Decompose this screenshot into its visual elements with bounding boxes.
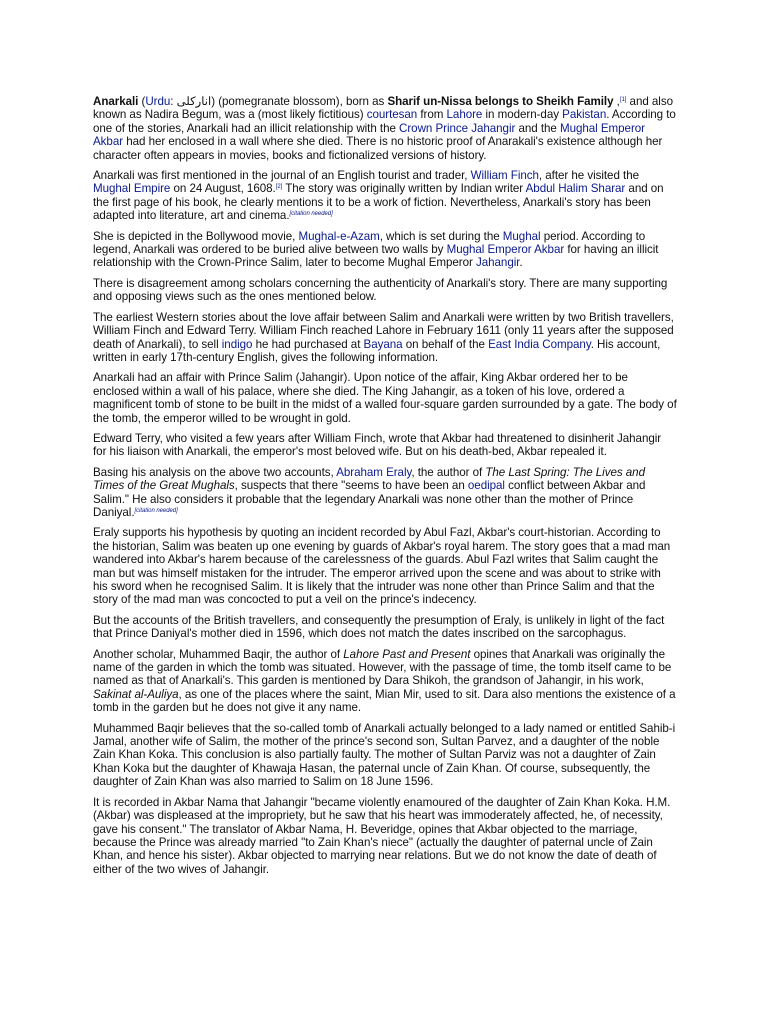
link-abdul-halim-sharar[interactable]: Abdul Halim Sharar bbox=[525, 182, 626, 196]
link-mughal-emperor-akbar[interactable]: Mughal Emperor Akbar bbox=[93, 121, 645, 149]
link-mughal-e-azam[interactable]: Mughal-e-Azam bbox=[298, 229, 380, 243]
link-mughal-empire[interactable]: Mughal Empire bbox=[93, 182, 171, 196]
book-title-sakinat: Sakinat al-Auliya bbox=[93, 687, 179, 701]
paragraph-muhammed-baqir: Another scholar, Muhammed Baqir, the author of Lahore Past and Present opines that Anarkali was originally the name of the garden in which the tomb was situated. However, with the passage of time, the tomb itself came to be named as that of Anarkali's. This garden is mentioned by Dara Shikoh, the grandson of Jahangir, in his work, Sakinat al-Auliya, as one of the places where the saint, Mian Mir, used to sit. Dara also mentions the existence of a tomb in the garden but he does not give it any name. bbox=[93, 647, 676, 715]
link-east-india-company[interactable]: East India Company bbox=[488, 337, 591, 351]
link-abraham-eraly[interactable]: Abraham Eraly bbox=[336, 465, 412, 479]
book-title-last-spring: The Last Spring: The Lives and Times of the Great Mughals bbox=[93, 465, 645, 493]
link-courtesan[interactable]: courtesan bbox=[366, 108, 418, 122]
birth-name-bold: Sharif un-Nissa belongs to Sheikh Family bbox=[387, 95, 614, 108]
paragraph-abul-fazl: Eraly supports his hypothesis by quoting an incident recorded by Abul Fazl, Akbar's court-historian. According to the historian, Salim was beaten up one evening by guards of Akbar's royal harem. The story goes that a mad man wandered into Akbar's harem because of the carelessness of the guards. Abul Fazl writes that Salim caught the man but was himself mistaken for the intruder. The emperor arrived upon the scene and was about to strike with his sword when he recognised Salim. It is likely that the intruder was none other than Prince Salim and that the story of the mad man was concocted to put a veil on the prince's indecency. bbox=[93, 526, 671, 607]
link-crown-prince-jahangir[interactable]: Crown Prince Jahangir bbox=[399, 121, 516, 135]
link-william-finch[interactable]: William Finch bbox=[470, 169, 539, 183]
link-oedipal[interactable]: oedipal bbox=[467, 479, 505, 493]
link-lahore[interactable]: Lahore bbox=[446, 108, 483, 122]
article-title-bold: Anarkali bbox=[93, 95, 139, 108]
citation-needed-2[interactable]: [citation needed] bbox=[134, 507, 178, 514]
paragraph-western-stories: The earliest Western stories about the love affair between Salim and Anarkali were written by two British travellers, William Finch and Edward Terry. William Finch reached Lahore in February 1611 (only 11 years after the supposed death of Anarkali), to sell indigo he had purchased at Bayana on behalf of the East India Company. His account, written in early 17th-century English, gives the following information. bbox=[93, 310, 674, 364]
paragraph-edward-terry: Edward Terry, who visited a few years after William Finch, wrote that Akbar had threatened to disinherit Jahangir for his liaison with Anarkali, the emperor's most beloved wife. But on his death-bed, Akbar repealed it. bbox=[93, 431, 662, 459]
citation-needed[interactable]: [citation needed] bbox=[289, 211, 333, 218]
link-mughal-emperor-akbar-2[interactable]: Mughal Emperor Akbar bbox=[446, 243, 565, 257]
paragraph-bollywood: She is depicted in the Bollywood movie, Mughal-e-Azam, which is set during the Mughal period. According to legend, Anarkali was ordered to be buried alive between two walls by Mughal Emperor Akbar for having an illicit relationship with the Crown-Prince Salim, later to become Mughal Emperor Jahangir. bbox=[93, 229, 659, 270]
paragraph-disagreement: There is disagreement among scholars concerning the authenticity of Anarkali's story. There are many supporting and opposing views such as the ones mentioned below. bbox=[93, 276, 668, 304]
link-indigo[interactable]: indigo bbox=[221, 337, 253, 351]
paragraph-eraly-analysis: Basing his analysis on the above two accounts, Abraham Eraly, the author of The Last Spring: The Lives and Times of the Great Mughals, suspects that there "seems to have been an oedipal conflict between Akbar and Salim." He also considers it probable that the legendary Anarkali was none other than the mother of Prince Daniyal.[citation needed] bbox=[93, 465, 646, 519]
paragraph-sahib-i-jamal: Muhammed Baqir believes that the so-called tomb of Anarkali actually belonged to a lady named or entitled Sahib-i Jamal, another wife of Salim, the mother of the prince's second son, Sultan Parvez, and a daughter of the noble Zain Khan Koka. This conclusion is also partially faulty. The mother of Sultan Parviz was not a daughter of Zain Khan Koka but the daughter of Khawaja Hasan, the paternal uncle of Zain Khan. Of course, subsequently, the daughter of Zain Khan was also married to Salim on 18 June 1596. bbox=[93, 721, 676, 789]
paragraph-british-travellers: But the accounts of the British travellers, and consequently the presumption of Eraly, is unlikely in light of the fact that Prince Daniyal's mother died in 1596, which does not match the dates inscribed on the sarcophagus. bbox=[93, 613, 665, 641]
link-mughal[interactable]: Mughal bbox=[502, 229, 541, 243]
paragraph-first-mention: Anarkali was first mentioned in the journal of an English tourist and trader, William Finch, after he visited the Mughal Empire on 24 August, 1608.[2] The story was originally written by Indian writer Abdul Halim Sharar and on the first page of his book, he clearly mentions it to be a work of fiction. Nevertheless, Anarkali's story has been adapted into literature, art and cinema.[citation needed] bbox=[93, 169, 664, 223]
link-bayana[interactable]: Bayana bbox=[363, 337, 403, 351]
paragraph-affair: Anarkali had an affair with Prince Salim (Jahangir). Upon notice of the affair, King Akbar ordered her to be enclosed within a wall of his palace, where she died. The King Jahangir, as a token of his love, ordered a magnificent tomb of stone to be built in the midst of a walled four-square garden surrounded by a gate. The body of the tomb, the emperor willed to be wrought in gold. bbox=[93, 371, 677, 425]
reference-link-2[interactable]: [2] bbox=[275, 184, 283, 191]
link-jahangir[interactable]: Jahangir bbox=[475, 256, 520, 270]
link-pakistan[interactable]: Pakistan bbox=[562, 108, 607, 122]
article-body bbox=[93, 95, 677, 883]
reference-link-1[interactable]: [1] bbox=[619, 97, 627, 103]
link-urdu[interactable]: Urdu bbox=[145, 95, 171, 108]
paragraph-intro: Anarkali (Urdu: انارکلی) (pomegranate blossom), born as Sharif un-Nissa belongs to Sheikh Family ,[1] and also known as Nadira Begum, was a (most likely fictitious) courtesan from Lahore in modern-day Pakistan. According to one of the stories, Anarkali had an illicit relationship with the Crown Prince Jahangir and the Mughal Emperor Akbar had her enclosed in a wall where she died. There is no historic proof of Anarakali's existence although her character often appears in movies, books and fictionalized versions of history. bbox=[93, 95, 676, 162]
paragraph-akbar-nama: It is recorded in Akbar Nama that Jahangir "became violently enamoured of the daughter of Zain Khan Koka. H.M. (Akbar) was displeased at the impropriety, but he saw that his heart was immoderately affected, he, of necessity, gave his consent." The translator of Akbar Nama, H. Beveridge, opines that Akbar objected to the marriage, because the Prince was already married "to Zain Khan's niece" (actually the daughter of paternal uncle of Zain Khan, and hence his sister). Akbar objected to marrying near relations. But we do not know the date of death of either of the two wives of Jahangir. bbox=[93, 795, 671, 876]
book-title-lahore-past: Lahore Past and Present bbox=[343, 647, 471, 661]
